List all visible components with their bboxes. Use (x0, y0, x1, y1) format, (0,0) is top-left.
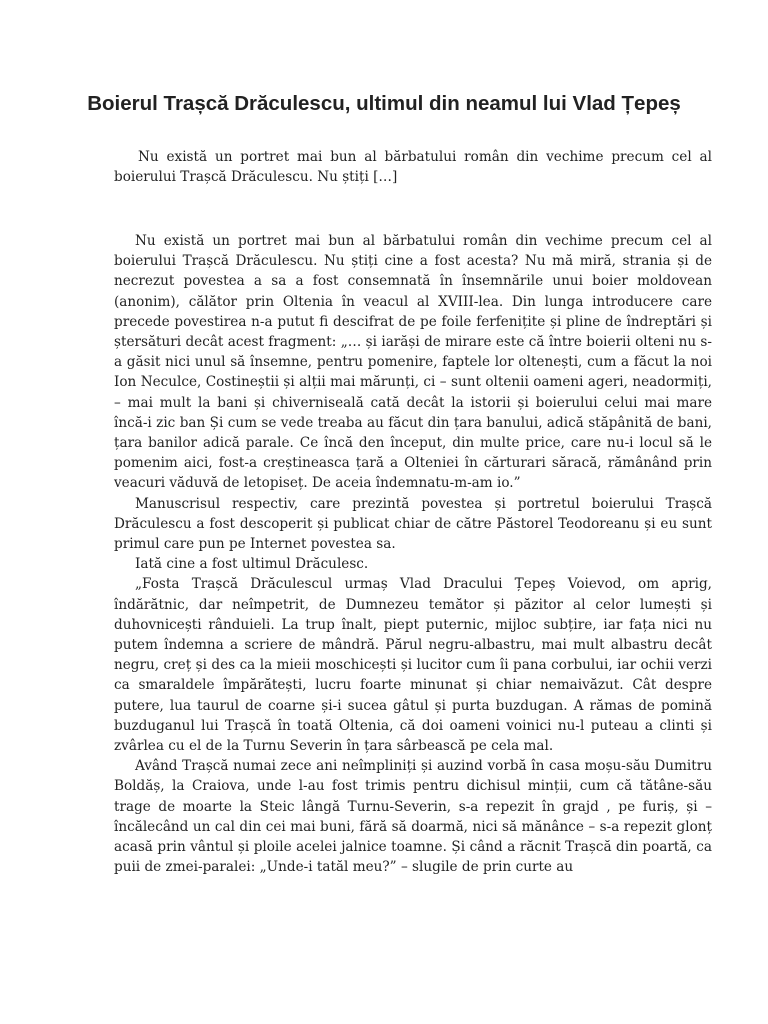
article-body (114, 231, 712, 878)
paragraph-manuscript: Manuscrisul respectiv, care prezintă povestea și portretul boierului Trașcă Drăculescu a fost descoperit și publicat chiar de către Păstorel Teodoreanu și eu sunt primul care pun pe Internet povestea sa. (114, 495, 712, 553)
excerpt-paragraph: Nu există un portret mai bun al bărbatului român din vechime precum cel al boierului Trașcă Drăculescu. Nu știți […] (114, 149, 712, 186)
paragraph-who-was: Iată cine a fost ultimul Drăculesc. (135, 556, 369, 573)
document-title: Boierul Trașcă Drăculescu, ultimul din neamul lui Vlad Țepeș (87, 92, 681, 115)
paragraph-portrait: „Fosta Trașcă Drăculescul urmaș Vlad Dracului Țepeș Voievod, om aprig, îndărătnic, dar neîmpetrit, de Dumnezeu temător și păzitor al celor lumești și duhovnicești rânduieli. La trup înalt, piept puternic, mijloc subțire, iar fața nici nu putem îndemna a scriere de mândră. Părul negru-albastru, mai mult albastru decât negru, creț și des ca la mieii moschicești și lucitor cum îi pana corbului, iar ochii verzi ca smaraldele împărătești, lucru foarte minunat și chiar nemaivăzut. Cât despre putere, lua taurul de coarne și-i sucea gâtul și purta buzdugan. A rămas de pomină buzduganul lui Trașcă în toată Oltenia, că doi oameni voinici nu-l puteau a clinti și zvârlea cu el de la Turnu Severin în țara sârbească pe cela mal. (114, 576, 712, 755)
paragraph-introduction: Nu există un portret mai bun al bărbatului român din vechime precum cel al boierului Trașcă Drăculescu. Nu știți cine a fost acesta? Nu mă miră, strania și de necrezut povestea a sa a fost consemnată în însemnările unui boier moldovean (anonim), călător prin Oltenia în veacul al XVIII-lea. Din lunga introducere care precede povestirea n-a putut fi descifrat de pe foile ferfenițite și pline de îndreptări și ștersături decât acest fragment: „… și iarăși de mirare este că între boierii olteni nu s-a găsit nici unul să însemne, pentru pomenire, faptele lor oltenești, cum a făcut la noi Ion Neculce, Costineștii și alții mai mărunți, ci – sunt oltenii oameni ageri, neadormiți, – mai mult la bani și chiverniseală cată decât la istorii și boierului celui mai mare încă-i zic ban Și cum se vede treaba au făcut din țara banului, adică stăpânită de bani, țara banilor adică parale. Ce încă den început, din multe price, care nu-i locul să le pomenim aici, fost-a creștineasca țară a Olteniei în cărturari săracă, rămânând prin veacuri văduvă de letopiseț. De aceia îndemnatu-m-am io.” (114, 233, 712, 492)
paragraph-story: Având Trașcă numai zece ani neîmpliniți și auzind vorbă în casa moșu-său Dumitru Boldăș, la Craiova, unde l-au fost trimis pentru dichisul minții, cum că tătâne-său trage de moarte la Steic lângă Turnu-Severin, s-a repezit în grajd , pe furiș, și – încălecând un cal din cei mai buni, fără să doarmă, nici să mănânce – s-a repezit glonț acasă prin vântul și ploile acelei jalnice toamne. Și când a răcnit Trașcă din poartă, ca puii de zmei-paralei: „Unde-i tatăl meu?” – slugile de prin curte au (114, 758, 712, 876)
excerpt-block (114, 147, 712, 187)
